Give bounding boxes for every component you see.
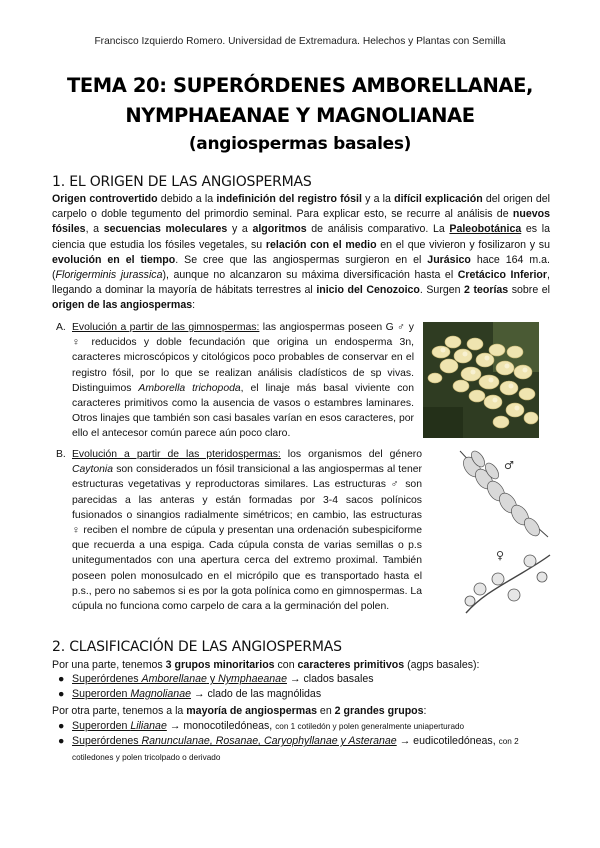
text-fragment: (agps basales): [404,659,480,671]
text-fragment: → clado de las magnólidas [190,688,322,700]
text-fragment: . Se cree que las angiospermas surgieron en el [175,253,428,266]
text-fragment: → monocotiledóneas, [166,720,276,732]
text-fragment: . Surgen [419,284,465,297]
text-fragment: algoritmos [252,223,307,236]
origin-paragraph [52,192,550,314]
list-item-theory-a [56,320,414,442]
text-fragment: nuevos fósiles [52,208,550,236]
bullet-text [58,719,558,735]
text-fragment: Por una parte, tenemos [52,659,166,671]
text-fragment: Evolución a partir de las pteridospermas: [72,449,281,460]
text-fragment: difícil explicación [394,193,483,205]
text-fragment: hace 164 m.a. ( [52,253,550,282]
text-fragment: Superorden [72,688,131,700]
text-fragment: mayoría de angiospermas [186,705,317,717]
text-fragment: , llegando a dominar la mayoría de hábitats terrestres al [52,269,550,297]
bullet-item-lilianae [58,719,558,735]
theory-b-text [56,447,422,614]
list-marker: A. [56,322,66,333]
text-fragment: origen de las angiospermas [52,299,193,312]
text-fragment: relación con el medio [265,238,377,251]
text-fragment: y [206,673,219,685]
bullet-text [58,687,558,702]
text-fragment: son considerados un fósil transicional a las angiospermas al tener estructuras vegetativas y reproductoras similares. Las estructuras ♂ son parecidas a las anteras y están formadas por 3-4 sacos polínicos fusionados o sinangios radialmente simétricos; en cambio, las estructuras ♀ reciben el nombre de cúpula y presentan una ordenación subespiciforme que recuerda a una espiga. Cada cúpula consta de varias semillas o p.s unitegumentados con una apertura cerca del extremo proximal. También poseen polen monosulcado en el micrópilo que es transportado hasta el p.s., pero no sabemos si es por la gota polínica como en gimnospermas. La cúpula no funciona como carpelo de cara a la germinación del polen. [72,464,422,613]
list-item-theory-b [56,447,422,614]
bullet-marker: ● [58,673,65,685]
theory-a-text [56,320,414,442]
text-fragment: , el linaje más basal viviente con caracteres primitivos como la ausencia de vasos o estambres laminares. Otros linajes que también son casi basales varían en esos caracteres, por ello el antecesor común parece aún poco claro. [72,382,414,440]
text-fragment: Cretácico Inferior [457,269,548,282]
classification-intro-1 [52,658,480,673]
text-fragment: ), aunque no alcanzaron su máxima diversificación hasta el [162,269,458,282]
text-fragment: inicio del Cenozoico [316,284,420,297]
text-fragment: Superórdenes [72,673,142,685]
caytonia-drawing [452,445,554,617]
text-fragment: 2 grandes grupos [334,705,424,717]
text-fragment: sobre el [508,284,550,297]
text-fragment: indefinición del registro fósil [216,193,362,205]
caytonia-illustration [452,445,554,617]
text-fragment: las angiospermas poseen G ♂ y ♀ reducidos y doble fecundación que origina un endosperma 3n, caracteres microscópicos y citológicos poco probables de conservar en el registro fósil, por lo que se realizan análisis cladísticos de sp vivas. Distinguimos [72,322,414,394]
text-fragment: Nymphaeanae [218,673,287,685]
bullet-item-eudicots [58,734,558,765]
title-line-3: (angiospermas basales) [188,134,412,154]
page-header: Francisco Izquierdo Romero. Universidad de Extremadura. Helechos y Plantas con Semilla [94,36,506,47]
text-fragment: Evolución a partir de las gimnospermas: [72,322,260,333]
text-fragment: : [423,705,427,717]
bullet-marker: ● [58,720,65,732]
text-fragment: debido a la [157,193,217,205]
bullet-marker: ● [58,688,65,700]
text-fragment: con 1 cotiledón y polen generalmente uniaperturado [275,722,465,731]
text-fragment: Por otra parte, tenemos a la [52,705,187,717]
text-fragment: : [192,299,196,312]
title-line-1: TEMA 20: SUPERÓRDENES AMBORELLANAE, [66,74,534,97]
text-fragment: los organismos del género [280,449,422,460]
text-fragment: en el que vivieron y fosilizaron y su [376,238,551,251]
text-fragment: Origen controvertido [52,193,158,205]
bullet-text [58,672,558,687]
bullet-item-amborellanae [58,672,558,687]
male-symbol: ♂ [504,459,514,472]
text-fragment: Florigerminis jurassica [55,269,163,282]
text-fragment: Lilianae [130,720,167,732]
title-line-2: NYMPHAEANAE Y MAGNOLIANAE [125,104,475,127]
section-heading-classification: 2. CLASIFICACIÓN DE LAS ANGIOSPERMAS [52,639,342,655]
text-fragment: → eudicotiledóneas, [396,735,499,747]
text-fragment: Magnolianae [130,688,191,700]
text-fragment: Jurásico [427,253,471,266]
amborella-flowers-photo [423,322,539,438]
text-fragment: y a la [361,193,395,205]
text-fragment: , a [85,223,104,236]
text-fragment: secuencias moleculares [103,223,228,236]
text-fragment: y a [227,223,253,236]
classification-intro-2 [52,704,427,719]
text-fragment: 2 teorías [464,284,509,297]
text-fragment: del origen del carpelo o doble tegumento del primordio seminal. Para explicar esto, se recurre al análisis de [52,193,550,221]
text-fragment: es la ciencia que estudia los fósiles vegetales, su [52,223,550,251]
text-fragment: Paleobotánica [449,223,522,236]
text-fragment: Superórdenes [72,735,142,747]
text-fragment: en [316,705,335,717]
text-fragment: Amborellanae [141,673,207,685]
female-symbol: ♀ [496,549,505,562]
text-fragment: caracteres primitivos [297,659,405,671]
text-fragment: → clados basales [286,673,374,685]
text-fragment: Superorden [72,720,131,732]
text-fragment: Amborella trichopoda [138,382,241,394]
text-fragment: 3 grupos minoritarios [165,659,275,671]
text-fragment: Ranunculanae, Rosanae, Caryophyllanae y Asteranae [141,735,397,747]
text-fragment: con 2 cotiledones y polen tricolpado o derivado [72,737,519,762]
text-fragment: Caytonia [72,464,114,476]
text-fragment: evolución en el tiempo [52,253,176,266]
text-fragment: de análisis comparativo. La [306,223,450,236]
bullet-item-magnolianae [58,687,558,702]
text-fragment: con [274,659,298,671]
section-heading-origin: 1. EL ORIGEN DE LAS ANGIOSPERMAS [52,174,312,190]
list-marker: B. [56,449,66,460]
photo-illustration [423,322,539,438]
bullet-marker: ● [58,735,65,747]
bullet-text [58,734,558,765]
